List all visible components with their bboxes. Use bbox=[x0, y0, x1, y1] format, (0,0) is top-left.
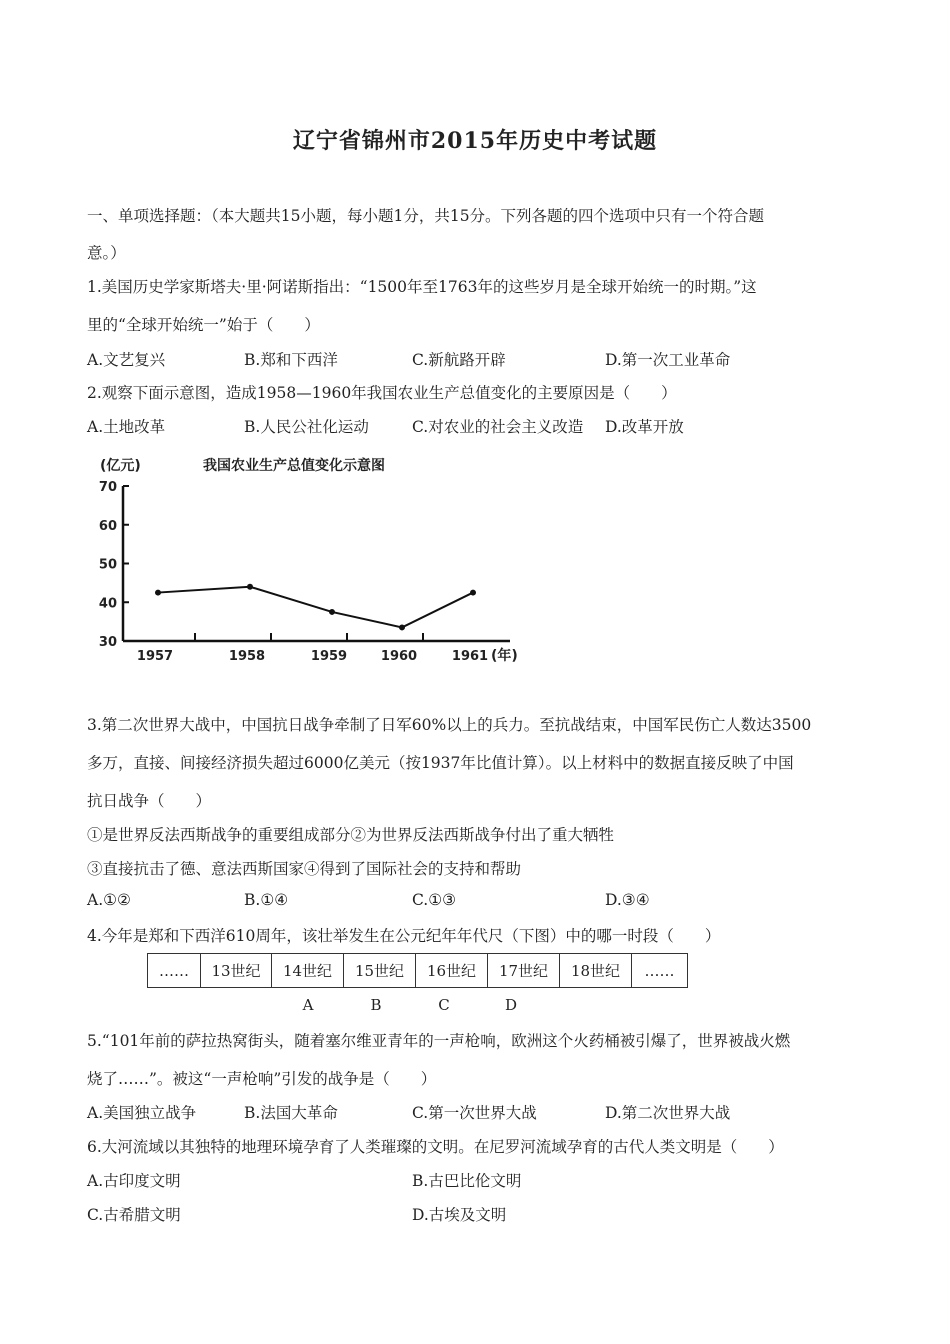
timeline-label-d: D bbox=[504, 996, 518, 1014]
timeline-cell: …… bbox=[632, 954, 688, 988]
timeline-cell: 17世纪 bbox=[488, 954, 560, 988]
q6-stem: 6.大河流域以其独特的地理环境孕育了人类璀璨的文明。在尼罗河流域孕育的古代人类文明是（ ） bbox=[87, 1138, 784, 1156]
data-point bbox=[247, 584, 253, 590]
q5-option-d: D.第二次世界大战 bbox=[605, 1104, 731, 1122]
timeline-cell: 15世纪 bbox=[344, 954, 416, 988]
timeline-label-a: A bbox=[302, 996, 314, 1014]
timeline-cell: 18世纪 bbox=[560, 954, 632, 988]
timeline-label-c: C bbox=[438, 996, 450, 1014]
q3-option-b: B.①④ bbox=[244, 891, 289, 909]
q1-stem: 1.美国历史学家斯塔夫·里·阿诺斯指出：“1500年至1763年的这些岁月是全球开始统一的时期。”这 bbox=[87, 278, 757, 296]
q6-option-c: C.古希腊文明 bbox=[87, 1206, 181, 1224]
q5-stem-cont: 烧了……”。被这“一声枪响”引发的战争是（ ） bbox=[87, 1070, 437, 1088]
q5-stem: 5.“101年前的萨拉热窝街头，随着塞尔维亚青年的一声枪响，欧洲这个火药桶被引爆了，世界被战火燃 bbox=[87, 1032, 791, 1050]
section-heading-cont: 意。） bbox=[87, 244, 126, 262]
chart-series-line bbox=[158, 587, 473, 628]
q1-option-b: B.郑和下西洋 bbox=[244, 351, 338, 369]
q2-stem: 2.观察下面示意图，造成1958—1960年我国农业生产总值变化的主要原因是（ ） bbox=[87, 384, 677, 402]
data-point bbox=[329, 609, 335, 615]
q3-statement-1: ①是世界反法西斯战争的重要组成部分②为世界反法西斯战争付出了重大牺牲 bbox=[87, 826, 615, 844]
timeline-ruler bbox=[147, 953, 688, 988]
q1-option-d: D.第一次工业革命 bbox=[605, 351, 731, 369]
q3-stem-cont: 多万，直接、间接经济损失超过6000亿美元（按1937年比值计算）。以上材料中的数据直接反映了中国 bbox=[87, 754, 794, 772]
timeline-cell: 14世纪 bbox=[272, 954, 344, 988]
timeline-cell: 16世纪 bbox=[416, 954, 488, 988]
q2-option-a: A.土地改革 bbox=[87, 418, 166, 436]
y-tick-label: 40 bbox=[98, 596, 117, 612]
q1-option-a: A.文艺复兴 bbox=[87, 351, 166, 369]
q2-option-b: B.人民公社化运动 bbox=[244, 418, 369, 436]
q5-option-b: B.法国大革命 bbox=[244, 1104, 338, 1122]
data-point bbox=[470, 590, 476, 596]
q2-option-c: C.对农业的社会主义改造 bbox=[412, 418, 584, 436]
x-tick-label: 1959 bbox=[310, 649, 348, 664]
x-tick-label: 1957 bbox=[136, 649, 174, 664]
timeline-cell: …… bbox=[148, 954, 201, 988]
q6-option-b: B.古巴比伦文明 bbox=[412, 1172, 522, 1190]
y-tick-label: 50 bbox=[98, 557, 117, 573]
q5-option-a: A.美国独立战争 bbox=[87, 1104, 197, 1122]
q3-statement-2: ③直接抗击了德、意法西斯国家④得到了国际社会的支持和帮助 bbox=[87, 860, 522, 878]
page-title: 辽宁省锦州市2015年历史中考试题 bbox=[292, 128, 658, 154]
q1-stem-cont: 里的“全球开始统一”始于（ ） bbox=[87, 316, 320, 334]
q3-option-c: C.①③ bbox=[412, 891, 457, 909]
timeline-label-b: B bbox=[370, 996, 382, 1014]
x-tick-label: 1960 bbox=[380, 649, 418, 664]
x-tick-label: 1961 bbox=[451, 649, 489, 664]
q3-stem: 3.第二次世界大战中，中国抗日战争牵制了日军60%以上的兵力。至抗战结束，中国军民伤亡人数达3500 bbox=[87, 716, 812, 734]
chart-title: 我国农业生产总值变化示意图 bbox=[203, 458, 385, 474]
y-tick-label: 30 bbox=[98, 635, 117, 650]
chart-xlabel: (年) bbox=[491, 648, 518, 664]
q3-option-d: D.③④ bbox=[605, 891, 650, 909]
q3-option-a: A.①② bbox=[87, 891, 131, 909]
q1-option-c: C.新航路开辟 bbox=[412, 351, 506, 369]
q5-option-c: C.第一次世界大战 bbox=[412, 1104, 537, 1122]
section-heading: 一、单项选择题：（本大题共15小题，每小题1分，共15分。下列各题的四个选项中只有一个符合题 bbox=[87, 207, 765, 225]
q2-option-d: D.改革开放 bbox=[605, 418, 684, 436]
q6-option-d: D.古埃及文明 bbox=[412, 1206, 507, 1224]
timeline-cell: 13世纪 bbox=[201, 954, 272, 988]
q6-option-a: A.古印度文明 bbox=[87, 1172, 181, 1190]
y-tick-label: 60 bbox=[98, 518, 117, 534]
y-tick-label: 70 bbox=[98, 480, 117, 495]
q3-stem-cont2: 抗日战争（ ） bbox=[87, 792, 212, 810]
x-tick-label: 1958 bbox=[228, 649, 266, 664]
q4-stem: 4.今年是郑和下西洋610周年，该壮举发生在公元纪年年代尺（下图）中的哪一时段（ ） bbox=[87, 927, 721, 945]
chart-ylabel: (亿元) bbox=[100, 458, 141, 474]
data-point bbox=[155, 590, 161, 596]
agri-output-chart bbox=[95, 448, 535, 673]
data-point bbox=[399, 624, 405, 630]
